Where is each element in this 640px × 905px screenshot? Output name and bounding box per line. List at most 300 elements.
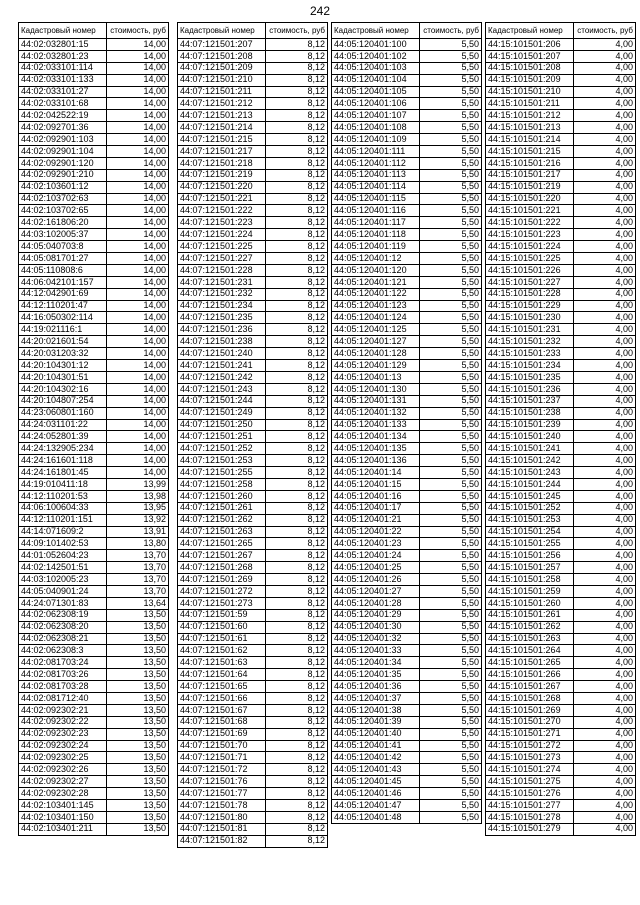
cost-cell: 13,95 <box>107 502 169 514</box>
cost-cell: 14,00 <box>107 146 169 158</box>
table-row <box>19 562 169 574</box>
cadastral-number-cell: 44:15:101501:277 <box>486 800 574 812</box>
cost-cell: 4,00 <box>574 502 636 514</box>
cost-cell: 5,50 <box>420 585 482 597</box>
table-row <box>178 50 328 62</box>
cost-cell: 8,12 <box>266 823 328 835</box>
cost-cell: 14,00 <box>107 276 169 288</box>
cadastral-number-cell: 44:15:101501:274 <box>486 764 574 776</box>
cadastral-number-cell: 44:15:101501:228 <box>486 288 574 300</box>
table-row <box>19 597 169 609</box>
table-row <box>19 50 169 62</box>
table-row <box>486 264 636 276</box>
cost-cell: 8,12 <box>266 169 328 181</box>
cadastral-number-cell: 44:15:101501:270 <box>486 716 574 728</box>
cost-cell: 14,00 <box>107 62 169 74</box>
cost-cell: 5,50 <box>420 562 482 574</box>
cost-cell: 13,50 <box>107 645 169 657</box>
cost-cell: 8,12 <box>266 562 328 574</box>
cost-cell: 14,00 <box>107 300 169 312</box>
cadastral-number-cell: 44:20:021601:54 <box>19 336 107 348</box>
table-row <box>178 574 328 586</box>
cost-cell: 5,50 <box>420 716 482 728</box>
table-row <box>486 276 636 288</box>
cadastral-number-cell: 44:15:101501:253 <box>486 514 574 526</box>
table-row <box>332 800 482 812</box>
cost-cell: 5,50 <box>420 181 482 193</box>
table-row <box>486 253 636 265</box>
cost-cell: 8,12 <box>266 253 328 265</box>
cadastral-number-cell: 44:02:103401:150 <box>19 811 107 823</box>
cadastral-number-cell: 44:05:120401:129 <box>332 360 420 372</box>
cost-cell: 4,00 <box>574 407 636 419</box>
cost-cell: 5,50 <box>420 752 482 764</box>
cost-cell: 8,12 <box>266 609 328 621</box>
cost-cell: 8,12 <box>266 478 328 490</box>
cadastral-table-2 <box>177 22 328 848</box>
table-row <box>178 312 328 324</box>
cadastral-number-cell: 44:15:101501:223 <box>486 229 574 241</box>
cost-cell: 5,50 <box>420 193 482 205</box>
cadastral-number-cell: 44:24:132905:234 <box>19 443 107 455</box>
table-row <box>178 62 328 74</box>
cadastral-number-cell: 44:15:101501:229 <box>486 300 574 312</box>
cost-cell: 14,00 <box>107 419 169 431</box>
cadastral-number-cell: 44:02:033101:27 <box>19 86 107 98</box>
cadastral-number-cell: 44:02:092302:23 <box>19 728 107 740</box>
table-row <box>19 574 169 586</box>
table-row <box>19 157 169 169</box>
cadastral-number-cell: 44:15:101501:241 <box>486 443 574 455</box>
table-row <box>486 811 636 823</box>
cost-cell: 14,00 <box>107 169 169 181</box>
cost-cell: 4,00 <box>574 395 636 407</box>
cadastral-number-cell: 44:07:121501:219 <box>178 169 266 181</box>
cadastral-number-cell: 44:15:101501:234 <box>486 360 574 372</box>
table-row <box>332 324 482 336</box>
table-row <box>332 811 482 823</box>
cadastral-number-cell: 44:02:033101:68 <box>19 98 107 110</box>
table-row <box>332 98 482 110</box>
cost-cell: 5,50 <box>420 550 482 562</box>
table-row <box>178 811 328 823</box>
cadastral-number-cell: 44:12:110201:47 <box>19 300 107 312</box>
table-row <box>178 431 328 443</box>
cost-cell: 13,50 <box>107 633 169 645</box>
cadastral-number-cell: 44:07:121501:238 <box>178 336 266 348</box>
cost-cell: 13,64 <box>107 597 169 609</box>
cadastral-number-cell: 44:05:120401:34 <box>332 657 420 669</box>
table-row <box>486 360 636 372</box>
table-row <box>19 134 169 146</box>
table-row <box>19 205 169 217</box>
cost-cell: 4,00 <box>574 229 636 241</box>
table-row <box>332 312 482 324</box>
table-row <box>19 419 169 431</box>
table-row <box>178 98 328 110</box>
table-row <box>486 395 636 407</box>
cadastral-number-cell: 44:15:101501:252 <box>486 502 574 514</box>
table-row <box>486 716 636 728</box>
cost-cell: 13,50 <box>107 657 169 669</box>
table-row <box>332 502 482 514</box>
cost-cell: 14,00 <box>107 229 169 241</box>
cadastral-number-cell: 44:05:120401:132 <box>332 407 420 419</box>
cadastral-number-cell: 44:15:101501:237 <box>486 395 574 407</box>
cost-cell: 8,12 <box>266 514 328 526</box>
table-row <box>486 526 636 538</box>
cost-cell: 13,80 <box>107 538 169 550</box>
table-row <box>19 146 169 158</box>
cost-cell: 4,00 <box>574 86 636 98</box>
cadastral-number-cell: 44:15:101501:267 <box>486 681 574 693</box>
cost-cell: 14,00 <box>107 50 169 62</box>
cost-cell: 8,12 <box>266 490 328 502</box>
cost-cell: 14,00 <box>107 288 169 300</box>
table-row <box>486 62 636 74</box>
cadastral-number-cell: 44:07:121501:66 <box>178 692 266 704</box>
cost-cell: 8,12 <box>266 74 328 86</box>
table-row <box>486 692 636 704</box>
table-row <box>486 502 636 514</box>
table-row <box>332 371 482 383</box>
cadastral-number-cell: 44:15:101501:262 <box>486 621 574 633</box>
table-row <box>178 835 328 847</box>
cadastral-number-cell: 44:15:101501:273 <box>486 752 574 764</box>
cost-cell: 8,12 <box>266 241 328 253</box>
table-row <box>332 538 482 550</box>
cadastral-number-cell: 44:02:032801:15 <box>19 39 107 51</box>
table-row <box>486 39 636 51</box>
cadastral-number-cell: 44:02:103401:145 <box>19 800 107 812</box>
cadastral-number-cell: 44:20:031203:32 <box>19 348 107 360</box>
table-row <box>332 122 482 134</box>
table-row <box>19 312 169 324</box>
cadastral-number-cell: 44:05:120401:24 <box>332 550 420 562</box>
table-row <box>332 443 482 455</box>
cost-cell: 4,00 <box>574 300 636 312</box>
table-row <box>332 597 482 609</box>
table-row <box>486 633 636 645</box>
cadastral-number-cell: 44:15:101501:254 <box>486 526 574 538</box>
cadastral-number-cell: 44:05:120401:42 <box>332 752 420 764</box>
table-row <box>332 360 482 372</box>
cost-cell: 4,00 <box>574 205 636 217</box>
table-row <box>332 74 482 86</box>
cost-cell: 4,00 <box>574 467 636 479</box>
table-row <box>19 669 169 681</box>
table-row <box>19 431 169 443</box>
cost-cell: 5,50 <box>420 657 482 669</box>
table-row <box>486 657 636 669</box>
cost-cell: 4,00 <box>574 752 636 764</box>
table-row <box>332 193 482 205</box>
table-row <box>332 776 482 788</box>
cadastral-number-cell: 44:07:121501:273 <box>178 597 266 609</box>
cost-cell: 4,00 <box>574 217 636 229</box>
cost-cell: 8,12 <box>266 538 328 550</box>
header-cadastral-number: Кадастровый номер <box>486 23 574 39</box>
table-row <box>486 550 636 562</box>
cadastral-number-cell: 44:02:092302:22 <box>19 716 107 728</box>
table-row <box>19 324 169 336</box>
table-row <box>178 514 328 526</box>
table-row <box>332 669 482 681</box>
cadastral-number-cell: 44:07:121501:244 <box>178 395 266 407</box>
table-row <box>178 300 328 312</box>
table-row <box>332 764 482 776</box>
cost-cell: 14,00 <box>107 122 169 134</box>
cadastral-number-cell: 44:15:101501:240 <box>486 431 574 443</box>
cost-cell: 13,91 <box>107 526 169 538</box>
cadastral-number-cell: 44:05:120401:40 <box>332 728 420 740</box>
cadastral-number-cell: 44:07:121501:224 <box>178 229 266 241</box>
cost-cell: 8,12 <box>266 788 328 800</box>
cost-cell: 14,00 <box>107 336 169 348</box>
cadastral-number-cell: 44:05:120401:27 <box>332 585 420 597</box>
cadastral-number-cell: 44:15:101501:233 <box>486 348 574 360</box>
cadastral-number-cell: 44:07:121501:251 <box>178 431 266 443</box>
table-row <box>486 455 636 467</box>
cost-cell: 8,12 <box>266 728 328 740</box>
table-row <box>19 526 169 538</box>
table-row <box>486 348 636 360</box>
cost-cell: 5,50 <box>420 514 482 526</box>
cost-cell: 4,00 <box>574 324 636 336</box>
table-row <box>332 276 482 288</box>
table-row <box>19 193 169 205</box>
table-row <box>332 431 482 443</box>
cadastral-number-cell: 44:20:104301:12 <box>19 360 107 372</box>
cost-cell: 5,50 <box>420 122 482 134</box>
cost-cell: 8,12 <box>266 704 328 716</box>
cost-cell: 8,12 <box>266 431 328 443</box>
cost-cell: 13,98 <box>107 490 169 502</box>
table-row <box>19 538 169 550</box>
cost-cell: 4,00 <box>574 371 636 383</box>
cadastral-number-cell: 44:05:120401:114 <box>332 181 420 193</box>
cost-cell: 14,00 <box>107 360 169 372</box>
cost-cell: 8,12 <box>266 692 328 704</box>
cost-cell: 14,00 <box>107 86 169 98</box>
table-row <box>178 134 328 146</box>
cadastral-number-cell: 44:05:120401:21 <box>332 514 420 526</box>
table-row <box>332 526 482 538</box>
cadastral-number-cell: 44:07:121501:70 <box>178 740 266 752</box>
table-row <box>486 538 636 550</box>
table-row <box>332 562 482 574</box>
table-row <box>486 585 636 597</box>
table-row <box>486 621 636 633</box>
table-row <box>178 490 328 502</box>
cost-cell: 8,12 <box>266 157 328 169</box>
table-row <box>19 681 169 693</box>
cadastral-number-cell: 44:02:062308:21 <box>19 633 107 645</box>
table-row <box>486 669 636 681</box>
cadastral-number-cell: 44:05:120401:134 <box>332 431 420 443</box>
cost-cell: 5,50 <box>420 348 482 360</box>
cost-cell: 8,12 <box>266 550 328 562</box>
cost-cell: 4,00 <box>574 98 636 110</box>
cadastral-number-cell: 44:07:121501:60 <box>178 621 266 633</box>
cadastral-number-cell: 44:05:120401:23 <box>332 538 420 550</box>
table-row <box>178 276 328 288</box>
table-row <box>178 288 328 300</box>
cost-cell: 5,50 <box>420 50 482 62</box>
cost-cell: 4,00 <box>574 419 636 431</box>
cost-cell: 4,00 <box>574 336 636 348</box>
cost-cell: 5,50 <box>420 134 482 146</box>
cadastral-table-3 <box>331 22 482 824</box>
table-row <box>19 811 169 823</box>
cost-cell: 5,50 <box>420 288 482 300</box>
cadastral-number-cell: 44:05:120401:107 <box>332 110 420 122</box>
cost-cell: 4,00 <box>574 122 636 134</box>
cost-cell: 4,00 <box>574 669 636 681</box>
cost-cell: 4,00 <box>574 383 636 395</box>
cost-cell: 5,50 <box>420 597 482 609</box>
cost-cell: 8,12 <box>266 383 328 395</box>
cadastral-number-cell: 44:15:101501:261 <box>486 609 574 621</box>
header-cadastral-number: Кадастровый номер <box>19 23 107 39</box>
table-row <box>178 657 328 669</box>
cadastral-number-cell: 44:05:040901:24 <box>19 585 107 597</box>
cost-cell: 5,50 <box>420 764 482 776</box>
cadastral-number-cell: 44:07:121501:215 <box>178 134 266 146</box>
table-row <box>486 336 636 348</box>
cost-cell: 8,12 <box>266 312 328 324</box>
table-row <box>486 597 636 609</box>
cost-cell: 13,50 <box>107 728 169 740</box>
table-row <box>178 764 328 776</box>
table-row <box>332 86 482 98</box>
table-row <box>178 169 328 181</box>
cadastral-number-cell: 44:15:101501:219 <box>486 181 574 193</box>
cost-cell: 8,12 <box>266 288 328 300</box>
table-row <box>19 478 169 490</box>
cost-cell: 13,50 <box>107 823 169 835</box>
table-row <box>178 585 328 597</box>
cost-cell: 4,00 <box>574 788 636 800</box>
table-row <box>486 205 636 217</box>
cadastral-number-cell: 44:07:121501:218 <box>178 157 266 169</box>
table-row <box>486 134 636 146</box>
cost-cell: 4,00 <box>574 764 636 776</box>
cost-cell: 14,00 <box>107 443 169 455</box>
table-row <box>332 264 482 276</box>
table-row <box>178 157 328 169</box>
table-row <box>486 181 636 193</box>
cadastral-number-cell: 44:07:121501:262 <box>178 514 266 526</box>
table-row <box>486 324 636 336</box>
table-row <box>19 585 169 597</box>
cost-cell: 5,50 <box>420 645 482 657</box>
cadastral-number-cell: 44:05:120401:105 <box>332 86 420 98</box>
table-row <box>19 550 169 562</box>
cadastral-number-cell: 44:05:120401:41 <box>332 740 420 752</box>
table-row <box>178 681 328 693</box>
cadastral-number-cell: 44:05:120401:39 <box>332 716 420 728</box>
cadastral-number-cell: 44:15:101501:235 <box>486 371 574 383</box>
table-row <box>178 800 328 812</box>
cost-cell: 14,00 <box>107 241 169 253</box>
table-row <box>332 407 482 419</box>
table-row <box>178 371 328 383</box>
cost-cell: 8,12 <box>266 205 328 217</box>
cadastral-number-cell: 44:15:101501:257 <box>486 562 574 574</box>
table-row <box>19 657 169 669</box>
cost-cell: 8,12 <box>266 419 328 431</box>
cost-cell: 8,12 <box>266 336 328 348</box>
cadastral-number-cell: 44:15:101501:239 <box>486 419 574 431</box>
table-row <box>19 253 169 265</box>
table-row <box>19 609 169 621</box>
cadastral-number-cell: 44:07:121501:240 <box>178 348 266 360</box>
table-row <box>486 574 636 586</box>
table-row <box>486 467 636 479</box>
cost-cell: 8,12 <box>266 62 328 74</box>
cost-cell: 8,12 <box>266 681 328 693</box>
table-row <box>332 585 482 597</box>
cost-cell: 8,12 <box>266 764 328 776</box>
table-row <box>332 419 482 431</box>
cadastral-number-cell: 44:05:120401:121 <box>332 276 420 288</box>
cost-cell: 14,00 <box>107 395 169 407</box>
cadastral-number-cell: 44:07:121501:263 <box>178 526 266 538</box>
cost-cell: 4,00 <box>574 348 636 360</box>
cadastral-number-cell: 44:05:120401:115 <box>332 193 420 205</box>
table-row <box>19 229 169 241</box>
cadastral-number-cell: 44:05:120401:17 <box>332 502 420 514</box>
cadastral-number-cell: 44:07:121501:234 <box>178 300 266 312</box>
cost-cell: 5,50 <box>420 39 482 51</box>
cadastral-number-cell: 44:07:121501:243 <box>178 383 266 395</box>
cost-cell: 5,50 <box>420 811 482 823</box>
cadastral-number-cell: 44:05:120401:125 <box>332 324 420 336</box>
table-row <box>19 443 169 455</box>
cadastral-number-cell: 44:24:071301:83 <box>19 597 107 609</box>
cadastral-number-cell: 44:07:121501:221 <box>178 193 266 205</box>
table-row <box>486 443 636 455</box>
cost-cell: 5,50 <box>420 360 482 372</box>
cadastral-number-cell: 44:19:021116:1 <box>19 324 107 336</box>
table-row <box>486 704 636 716</box>
cadastral-number-cell: 44:05:120401:36 <box>332 681 420 693</box>
table-row <box>178 122 328 134</box>
cadastral-number-cell: 44:02:092302:21 <box>19 704 107 716</box>
table-row <box>486 146 636 158</box>
table-row <box>486 229 636 241</box>
table-row <box>486 74 636 86</box>
cadastral-number-cell: 44:15:101501:255 <box>486 538 574 550</box>
cost-cell: 4,00 <box>574 110 636 122</box>
cadastral-number-cell: 44:07:121501:207 <box>178 39 266 51</box>
cadastral-number-cell: 44:12:110201:53 <box>19 490 107 502</box>
cost-cell: 8,12 <box>266 395 328 407</box>
table-row <box>332 300 482 312</box>
table-row <box>332 169 482 181</box>
table-row <box>486 86 636 98</box>
cost-cell: 4,00 <box>574 146 636 158</box>
table-row <box>19 122 169 134</box>
cadastral-number-cell: 44:15:101501:226 <box>486 264 574 276</box>
cadastral-number-cell: 44:07:121501:59 <box>178 609 266 621</box>
table-row <box>19 217 169 229</box>
cost-cell: 5,50 <box>420 74 482 86</box>
cadastral-number-cell: 44:05:120401:122 <box>332 288 420 300</box>
cadastral-columns <box>18 22 636 884</box>
cadastral-number-cell: 44:15:101501:214 <box>486 134 574 146</box>
